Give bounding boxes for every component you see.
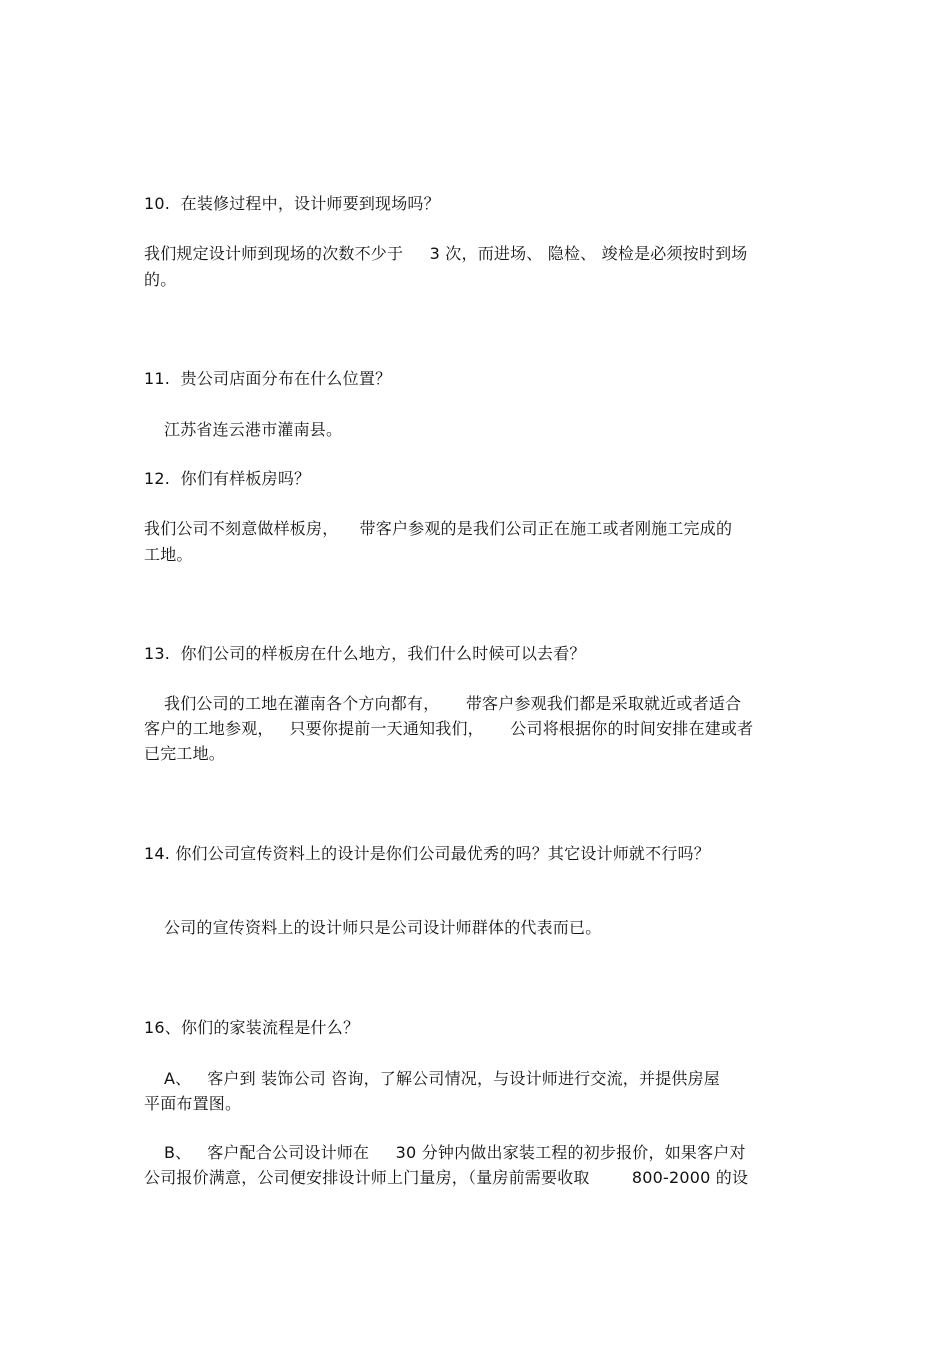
step-b-line-2: 公司报价满意，公司便安排设计师上门量房，（量房前需要收取 800-2000 的设 xyxy=(144,1168,749,1187)
answer-10-line-1: 我们规定设计师到现场的次数不少于 3 次，而进场、 隐检、 竣检是必须按时到场 xyxy=(144,244,748,263)
answer-12-line-1: 我们公司不刻意做样板房， 带客户参观的是我们公司正在施工或者刚施工完成的 xyxy=(144,519,733,538)
step-b-line-1: B、 客户配合公司设计师在 30 分钟内做出家装工程的初步报价，如果客户对 xyxy=(164,1143,746,1162)
answer-12-line-2: 工地。 xyxy=(144,545,193,564)
question-14: 14. 你们公司宣传资料上的设计是你们公司最优秀的吗？其它设计师就不行吗？ xyxy=(144,844,710,863)
answer-10-line-2: 的。 xyxy=(144,270,177,289)
answer-13-line-2: 客户的工地参观， 只要你提前一天通知我们， 公司将根据你的时间安排在建或者 xyxy=(144,719,754,738)
answer-11: 江苏省连云港市灌南县。 xyxy=(164,420,343,439)
question-16: 16、你们的家装流程是什么？ xyxy=(144,1018,360,1037)
answer-13-line-3: 已完工地。 xyxy=(144,744,226,763)
step-a-line-1: A、 客户到 装饰公司 咨询，了解公司情况，与设计师进行交流，并提供房屋 xyxy=(164,1069,720,1088)
question-11: 11. 贵公司店面分布在什么位置？ xyxy=(144,369,392,388)
step-a-line-2: 平面布置图。 xyxy=(144,1094,242,1113)
question-10: 10. 在装修过程中，设计师要到现场吗？ xyxy=(144,194,440,213)
question-13: 13. 你们公司的样板房在什么地方，我们什么时候可以去看？ xyxy=(144,644,586,663)
answer-13-line-1: 我们公司的工地在灌南各个方向都有， 带客户参观我们都是采取就近或者适合 xyxy=(164,694,742,713)
answer-14: 公司的宣传资料上的设计师只是公司设计师群体的代表而已。 xyxy=(164,918,602,937)
question-12: 12. 你们有样板房吗？ xyxy=(144,469,311,488)
